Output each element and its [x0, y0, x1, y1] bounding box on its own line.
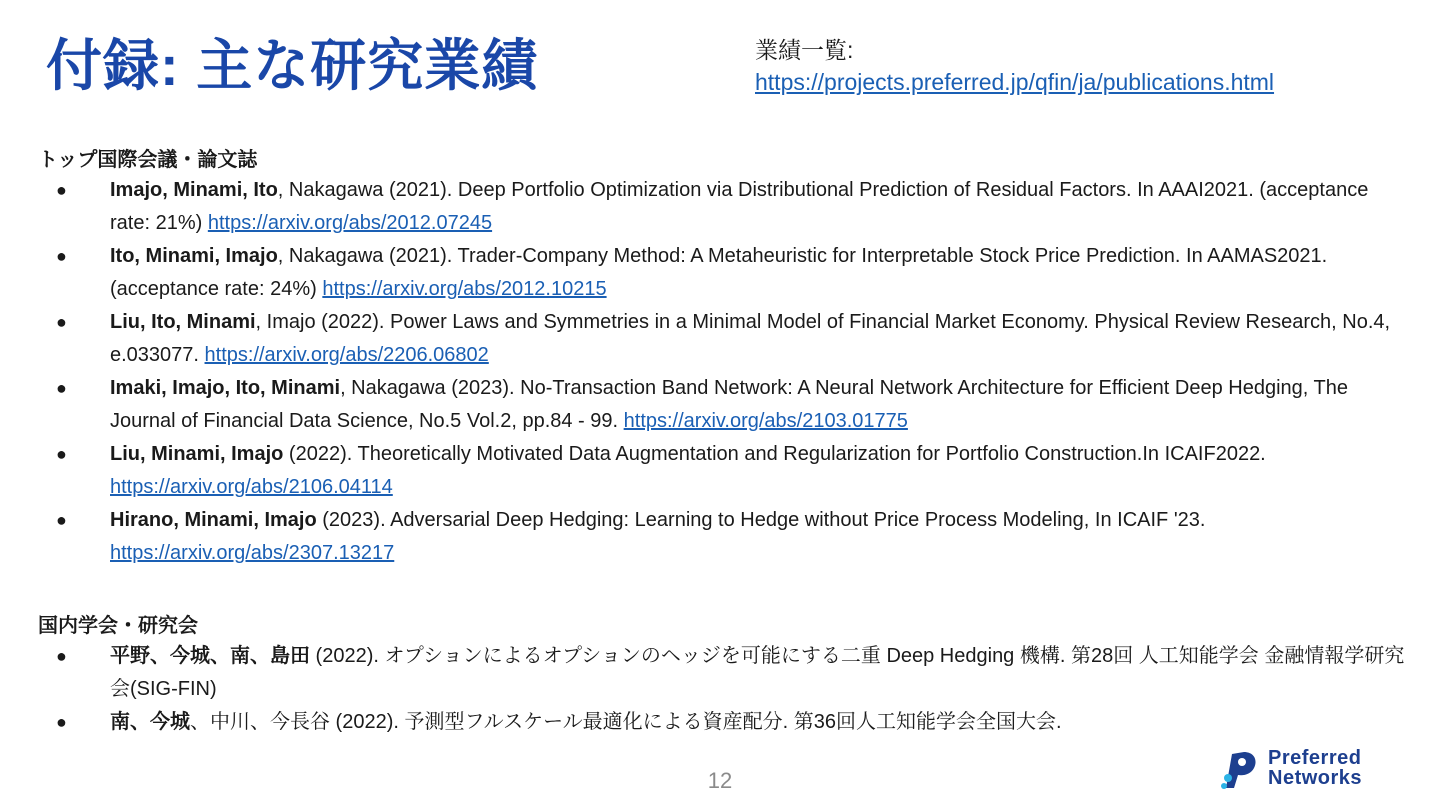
- bullet-icon: ●: [56, 444, 67, 464]
- authors: Liu, Minami, Imajo: [110, 443, 284, 465]
- bullet-icon: ●: [56, 646, 67, 666]
- arxiv-link[interactable]: https://arxiv.org/abs/2307.13217: [110, 542, 395, 564]
- list-item: [38, 372, 1408, 438]
- arxiv-link[interactable]: https://arxiv.org/abs/2106.04114: [110, 476, 393, 498]
- citation-text: (2023). Adversarial Deep Hedging: Learning to Hedge without Price Process Modeling, In ICAIF '23.: [316, 509, 1206, 531]
- company-logo: [1218, 748, 1408, 792]
- page-title: 付録: 主な研究業績: [46, 34, 539, 97]
- section-title: トップ国際会議・論文誌: [38, 149, 258, 171]
- authors: 平野、今城、南、島田: [110, 645, 310, 667]
- bullet-icon: ●: [56, 510, 67, 530]
- publication-list: [38, 640, 1408, 739]
- authors: Liu, Ito, Minami: [110, 311, 256, 333]
- citation-text: , Nakagawa (2021). Trader-Company Method: A Metaheuristic for Interpretable Stock Price Prediction. In AAMAS2021.(acceptance rate: 24%): [110, 245, 1328, 300]
- publication-list: [38, 174, 1408, 570]
- list-item: [38, 640, 1408, 706]
- arxiv-link[interactable]: https://arxiv.org/abs/2012.10215: [322, 278, 607, 300]
- bullet-icon: ●: [56, 378, 67, 398]
- publications-link-block: [755, 34, 1274, 98]
- logo-mark-icon: [1218, 748, 1264, 792]
- authors: Hirano, Minami, Imajo: [110, 509, 317, 531]
- section-title: 国内学会・研究会: [38, 615, 198, 637]
- list-item: [38, 504, 1408, 570]
- arxiv-link[interactable]: https://arxiv.org/abs/2103.01775: [623, 410, 908, 432]
- citation-text: 、中川、今長谷 (2022). 予測型フルスケール最適化による資産配分. 第36回人工知能学会全国大会.: [190, 711, 1062, 733]
- citation-text: , Nakagawa (2023). No-Transaction Band Network: A Neural Network Architecture for Efficient Deep Hedging, The Journal of Financial Data Science, No.5 Vol.2, pp.84 - 99.: [110, 377, 1348, 432]
- list-item: [38, 240, 1408, 306]
- citation-text: , Nakagawa (2021). Deep Portfolio Optimization via Distributional Prediction of Residual Factors. In AAAI2021. (acceptance rate: 21%): [110, 179, 1369, 234]
- publications-label: 業績一覧:: [755, 37, 854, 63]
- logo-line2: Networks: [1268, 767, 1363, 789]
- bullet-icon: ●: [56, 246, 67, 266]
- list-item: [38, 706, 1408, 739]
- bullet-icon: ●: [56, 312, 67, 332]
- authors: Imajo, Minami, Ito: [110, 179, 278, 201]
- bullet-icon: ●: [56, 180, 67, 200]
- citation-text: , Imajo (2022). Power Laws and Symmetries in a Minimal Model of Financial Market Economy. Physical Review Research, No.4, e.033077.: [110, 311, 1391, 366]
- list-item: [38, 438, 1408, 504]
- list-item: [38, 306, 1408, 372]
- arxiv-link[interactable]: https://arxiv.org/abs/2012.07245: [207, 212, 493, 234]
- list-item: [38, 174, 1408, 240]
- authors: Ito, Minami, Imajo: [110, 245, 278, 267]
- citation-text: (2022). Theoretically Motivated Data Augmentation and Regularization for Portfolio Construction.In ICAIF2022.: [283, 443, 1266, 465]
- publications-link[interactable]: https://projects.preferred.jp/qfin/ja/publications.html: [755, 69, 1275, 95]
- logo-text: [1268, 748, 1362, 788]
- arxiv-link[interactable]: https://arxiv.org/abs/2206.06802: [204, 344, 489, 366]
- section-international: [38, 146, 1408, 570]
- page-number: 12: [707, 768, 733, 793]
- bullet-icon: ●: [56, 712, 67, 732]
- section-domestic: [38, 612, 1408, 739]
- citation-text: (2022). オプションによるオプションのヘッジを可能にする二重 Deep Hedging 機構. 第28回 人工知能学会 金融情報学研究会(SIG-FIN): [110, 645, 1405, 700]
- authors: 南、今城: [110, 711, 190, 733]
- logo-line1: Preferred: [1268, 747, 1362, 769]
- authors: Imaki, Imajo, Ito, Minami: [110, 377, 341, 399]
